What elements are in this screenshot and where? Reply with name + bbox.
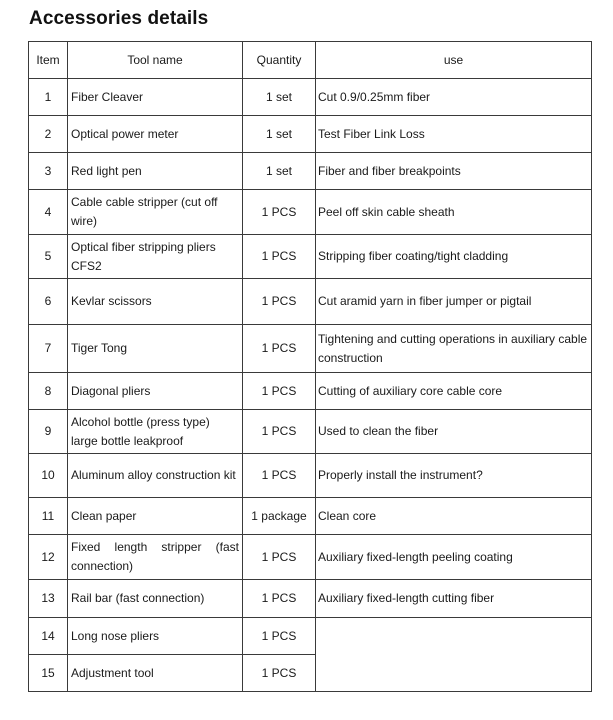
row-tool-name: Long nose pliers xyxy=(68,618,243,655)
header-use: use xyxy=(316,42,592,79)
row-use: Test Fiber Link Loss xyxy=(316,116,592,153)
table-row xyxy=(29,618,592,655)
table-row xyxy=(29,279,592,325)
row-quantity: 1 set xyxy=(243,79,316,116)
row-tool-name: Fiber Cleaver xyxy=(68,79,243,116)
table-row xyxy=(29,190,592,235)
row-quantity: 1 PCS xyxy=(243,618,316,655)
row-quantity: 1 PCS xyxy=(243,454,316,498)
header-quantity: Quantity xyxy=(243,42,316,79)
row-tool-name: Rail bar (fast connection) xyxy=(68,580,243,618)
row-quantity: 1 PCS xyxy=(243,235,316,279)
row-tool-name: Optical power meter xyxy=(68,116,243,153)
row-quantity: 1 package xyxy=(243,498,316,535)
row-tool-name: Cable cable stripper (cut off wire) xyxy=(68,190,243,235)
table-row xyxy=(29,454,592,498)
row-use: Cutting of auxiliary core cable core xyxy=(316,373,592,410)
row-item-number: 9 xyxy=(29,410,68,454)
row-use: Peel off skin cable sheath xyxy=(316,190,592,235)
row-tool-name: Kevlar scissors xyxy=(68,279,243,325)
table-row xyxy=(29,325,592,373)
table-header xyxy=(29,42,592,79)
row-use: Cut aramid yarn in fiber jumper or pigtail xyxy=(316,279,592,325)
table-row xyxy=(29,580,592,618)
table-row xyxy=(29,498,592,535)
row-quantity: 1 PCS xyxy=(243,373,316,410)
header-item: Item xyxy=(29,42,68,79)
row-quantity: 1 PCS xyxy=(243,410,316,454)
row-item-number: 3 xyxy=(29,153,68,190)
row-tool-name: Diagonal pliers xyxy=(68,373,243,410)
row-quantity: 1 PCS xyxy=(243,325,316,373)
row-quantity: 1 PCS xyxy=(243,580,316,618)
row-quantity: 1 set xyxy=(243,116,316,153)
accessories-table xyxy=(28,41,592,692)
header-row xyxy=(29,42,592,79)
row-tool-name: Tiger Tong xyxy=(68,325,243,373)
row-tool-name: Optical fiber stripping pliers CFS2 xyxy=(68,235,243,279)
row-use: Used to clean the fiber xyxy=(316,410,592,454)
row-item-number: 11 xyxy=(29,498,68,535)
table-row xyxy=(29,153,592,190)
row-tool-name: Red light pen xyxy=(68,153,243,190)
row-tool-name: Clean paper xyxy=(68,498,243,535)
row-quantity: 1 PCS xyxy=(243,279,316,325)
row-tool-name: Adjustment tool xyxy=(68,655,243,692)
row-item-number: 6 xyxy=(29,279,68,325)
row-tool-name: Alcohol bottle (press type) large bottle leakproof xyxy=(68,410,243,454)
row-quantity: 1 PCS xyxy=(243,655,316,692)
row-tool-name: Fixed length stripper (fast connection) xyxy=(68,535,243,580)
table-row xyxy=(29,116,592,153)
table-row xyxy=(29,535,592,580)
table-row xyxy=(29,373,592,410)
row-use-merged xyxy=(316,618,592,692)
row-use: Auxiliary fixed-length peeling coating xyxy=(316,535,592,580)
row-quantity: 1 PCS xyxy=(243,190,316,235)
row-item-number: 8 xyxy=(29,373,68,410)
row-use: Tightening and cutting operations in auxiliary cable construction xyxy=(316,325,592,373)
row-quantity: 1 set xyxy=(243,153,316,190)
row-item-number: 10 xyxy=(29,454,68,498)
row-item-number: 13 xyxy=(29,580,68,618)
page-title: Accessories details xyxy=(29,8,209,29)
row-use: Properly install the instrument? xyxy=(316,454,592,498)
row-item-number: 2 xyxy=(29,116,68,153)
row-item-number: 15 xyxy=(29,655,68,692)
row-tool-name: Aluminum alloy construction kit xyxy=(68,454,243,498)
row-use: Stripping fiber coating/tight cladding xyxy=(316,235,592,279)
row-use: Fiber and fiber breakpoints xyxy=(316,153,592,190)
row-item-number: 1 xyxy=(29,79,68,116)
table-row xyxy=(29,79,592,116)
row-item-number: 4 xyxy=(29,190,68,235)
row-use: Cut 0.9/0.25mm fiber xyxy=(316,79,592,116)
row-quantity: 1 PCS xyxy=(243,535,316,580)
table-row xyxy=(29,235,592,279)
row-use: Auxiliary fixed-length cutting fiber xyxy=(316,580,592,618)
row-item-number: 7 xyxy=(29,325,68,373)
table-body xyxy=(29,79,592,692)
table-row xyxy=(29,410,592,454)
row-use: Clean core xyxy=(316,498,592,535)
row-item-number: 12 xyxy=(29,535,68,580)
header-tool-name: Tool name xyxy=(68,42,243,79)
row-item-number: 14 xyxy=(29,618,68,655)
row-item-number: 5 xyxy=(29,235,68,279)
